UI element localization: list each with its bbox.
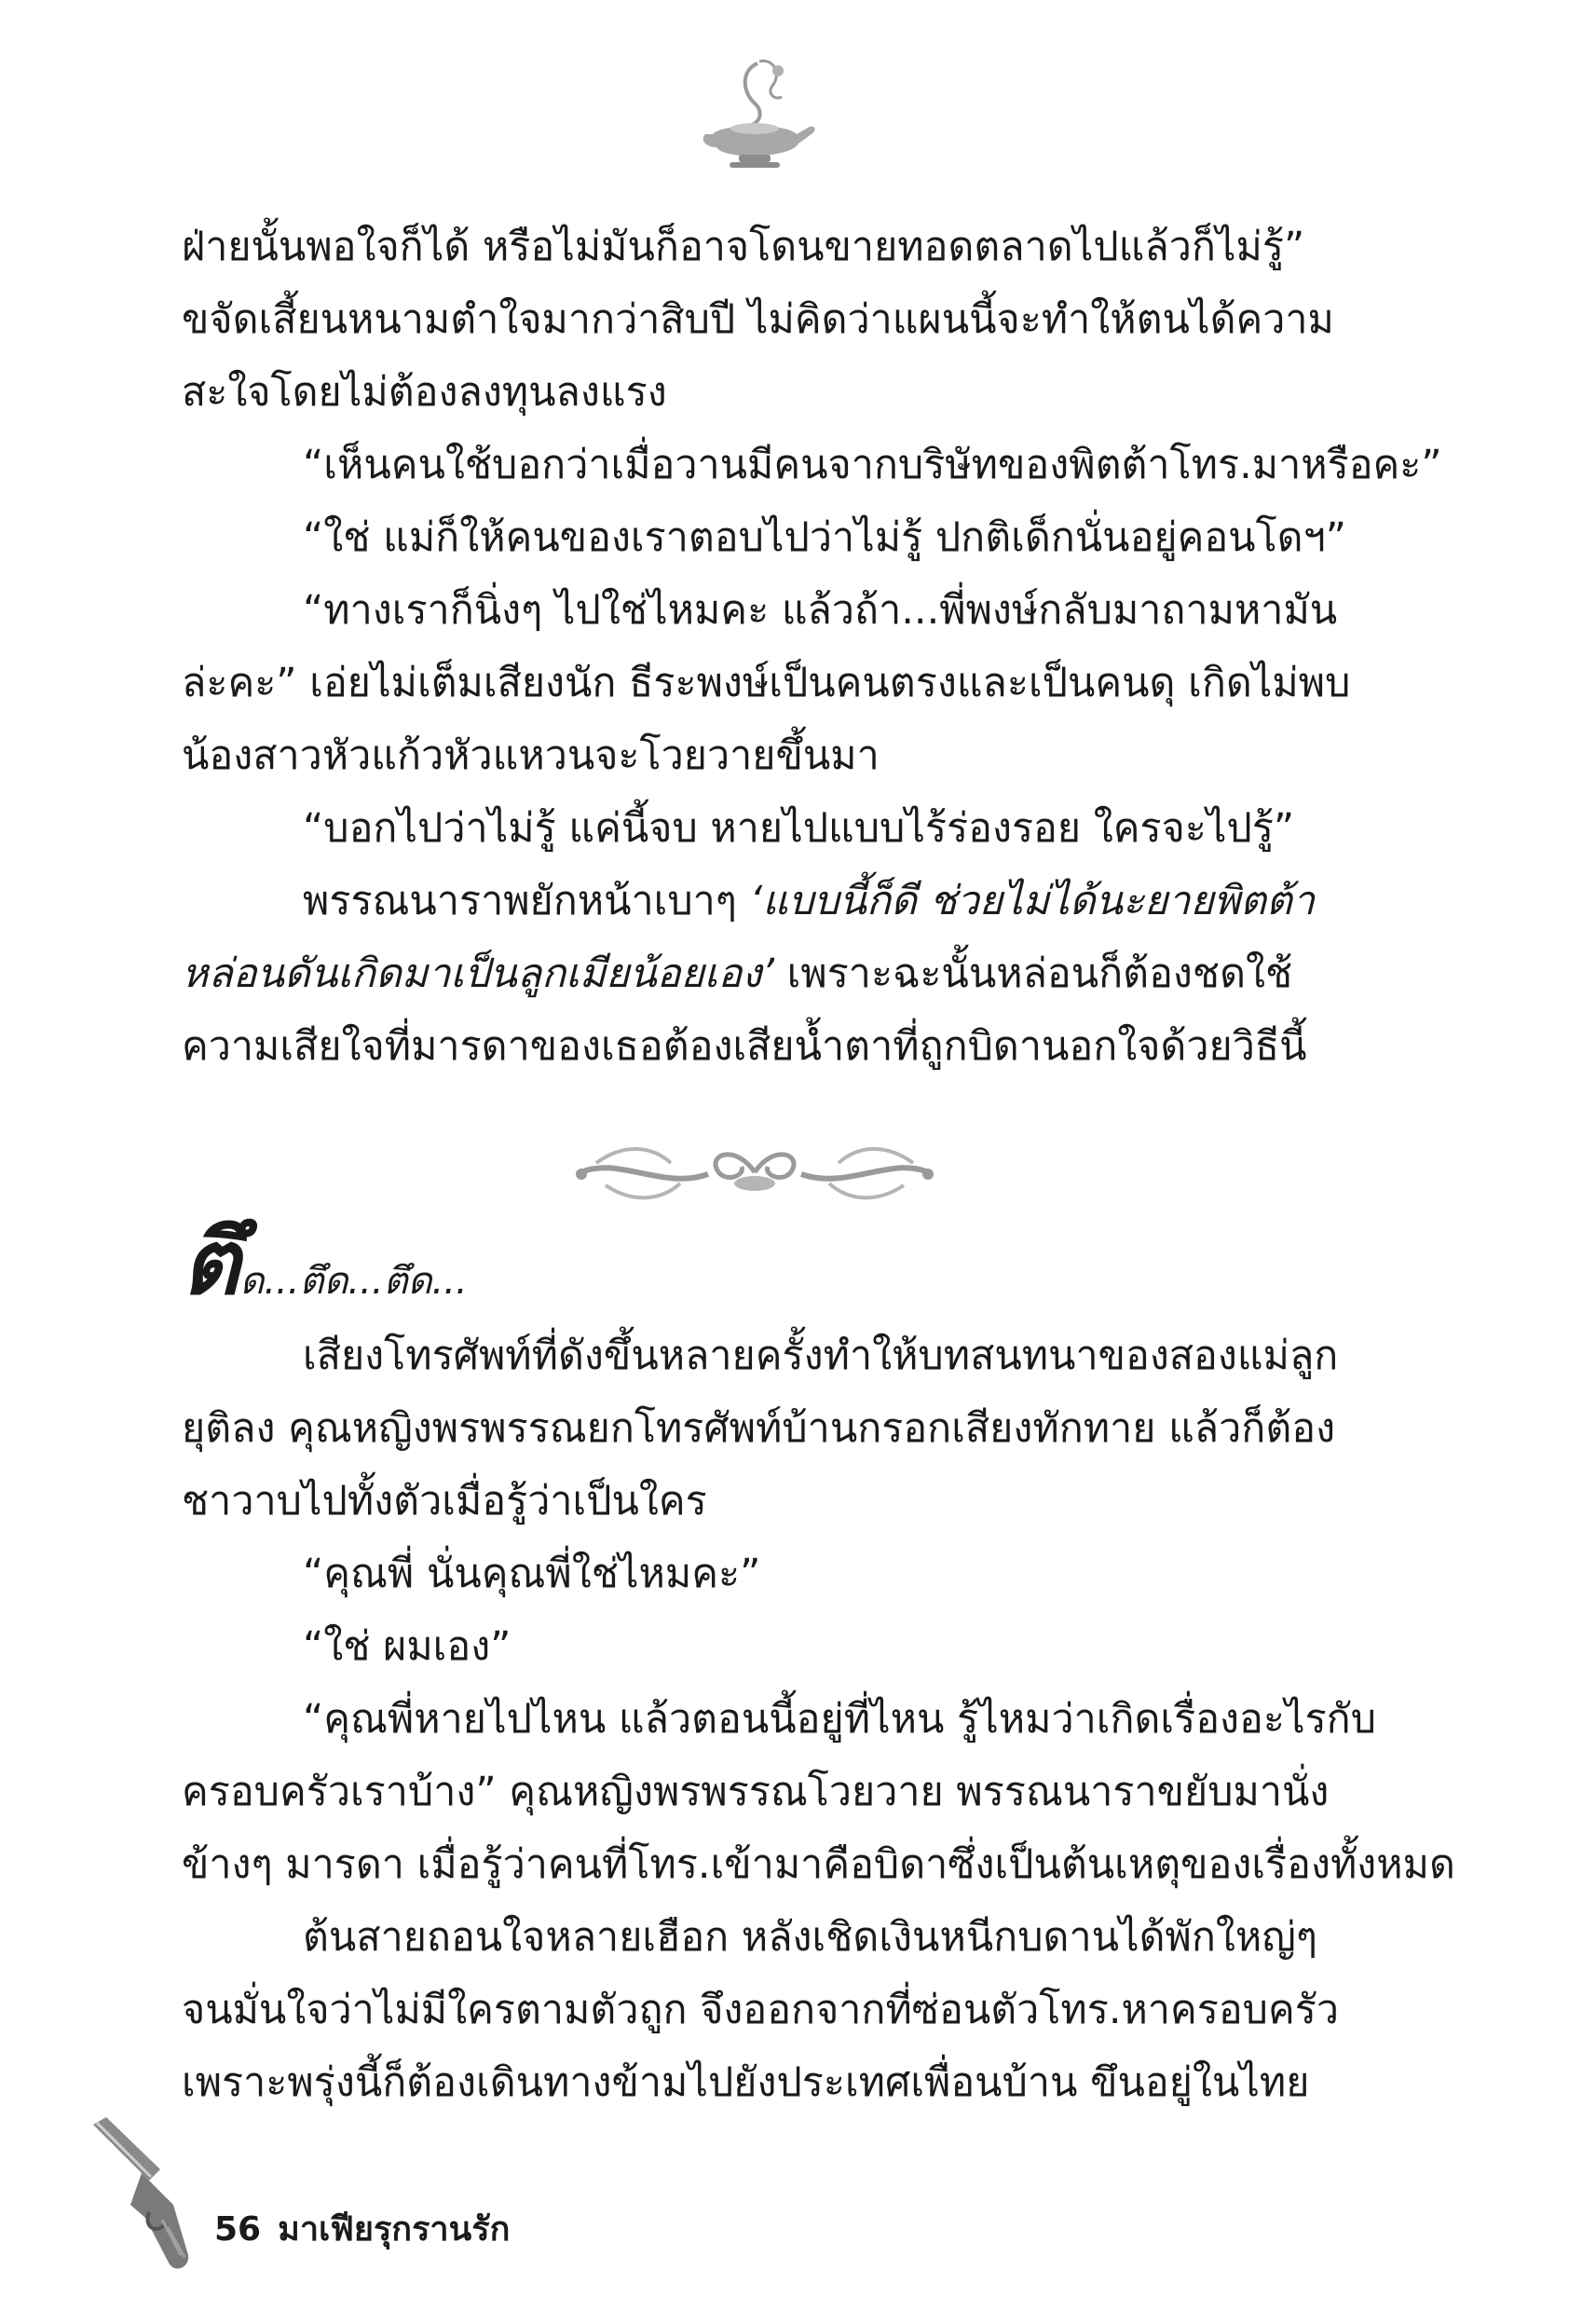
- dropcap-rest-text: ด...ตึด...ตึด...: [239, 1260, 468, 1303]
- inner-thought-text: หล่อนดันเกิดมาเป็นลูกเมียน้อยเอง’: [182, 950, 774, 997]
- text-line: ฝ่ายนั้นพอใจก็ได้ หรือไม่มันก็อาจโดนขายทอดตลาดไปแล้วก็ไม่รู้”: [182, 224, 1305, 270]
- text-segment: เพราะฉะนั้นหล่อนก็ต้องชดใช้: [774, 950, 1293, 997]
- text-line: “ใช่ แม่ก็ให้คนของเราตอบไปว่าไม่รู้ ปกติเด็กนั่นอยู่คอนโดฯ”: [303, 514, 1347, 561]
- text-line: จนมั่นใจว่าไม่มีใครตามตัวถูก จึงออกจากที่ซ่อนตัวโทร.หาครอบครัว: [182, 1987, 1339, 2033]
- text-line: เสียงโทรศัพท์ที่ดังขึ้นหลายครั้งทำให้บทสนทนาของสองแม่ลูก: [303, 1333, 1339, 1379]
- page-footer: [214, 2207, 510, 2253]
- text-line: “ใช่ ผมเอง”: [303, 1623, 512, 1670]
- inner-thought-text: ‘แบบนี้ก็ดี ช่วยไม่ได้นะยายพิตต้า: [749, 878, 1315, 924]
- pistol-icon: [84, 2115, 205, 2283]
- text-line: [182, 941, 1328, 1006]
- dropcap-letter: ตึ: [182, 1210, 240, 1315]
- book-title: มาเฟียรุกรานรัก: [278, 2210, 511, 2249]
- body-text-bottom: [182, 1323, 1455, 2125]
- text-line: เพราะพรุ่งนี้ก็ต้องเดินทางข้ามไปยังประเทศเพื่อนบ้าน ขึนอยู่ในไทย: [182, 2059, 1310, 2106]
- text-line: “บอกไปว่าไม่รู้ แค่นี้จบ หายไปแบบไร้ร่องรอย ใครจะไปรู้”: [303, 805, 1295, 852]
- text-line: “เห็นคนใช้บอกว่าเมื่อวานมีคนจากบริษัทของพิตต้าโทร.มาหรือคะ”: [303, 442, 1442, 488]
- text-line: ข้างๆ มารดา เมื่อรู้ว่าคนที่โทร.เข้ามาคือบิดาซึ่งเป็นต้นเหตุของเรื่องทั้งหมด: [182, 1841, 1455, 1888]
- body-text-top: [182, 214, 1442, 1070]
- chapter-dropcap-line: [182, 1211, 1328, 1314]
- text-line: น้องสาวหัวแก้วหัวแหวนจะโวยวายขึ้นมา: [182, 732, 880, 779]
- text-line: ครอบครัวเราบ้าง” คุณหญิงพรพรรณโวยวาย พรรณนาราขยับมานั่ง: [182, 1769, 1330, 1815]
- text-line: ความเสียใจที่มารดาของเธอต้องเสียน้ำตาที่ถูกบิดานอกใจด้วยวิธีนี้: [182, 1023, 1307, 1070]
- text-line: “คุณพี่ นั่นคุณพี่ใช่ไหมคะ”: [303, 1551, 761, 1597]
- text-line: สะใจโดยไม่ต้องลงทุนลงแรง: [182, 369, 667, 416]
- text-line: [182, 868, 1328, 934]
- genie-lamp-icon: [685, 54, 825, 175]
- text-line: ชาวาบไปทั้งตัวเมื่อรู้ว่าเป็นใคร: [182, 1478, 707, 1525]
- text-line: ยุติลง คุณหญิงพรพรรณยกโทรศัพท์บ้านกรอกเสียงทักทาย แล้วก็ต้อง: [182, 1405, 1336, 1452]
- ornament-divider-icon: [559, 1135, 950, 1210]
- page-number: 56: [214, 2210, 262, 2249]
- text-line: ขจัดเสี้ยนหนามตำใจมากว่าสิบปี ไม่คิดว่าแผนนี้จะทำให้ตนได้ความ: [182, 296, 1334, 343]
- text-line: ต้นสายถอนใจหลายเฮือก หลังเชิดเงินหนีกบดานได้พักใหญ่ๆ: [303, 1914, 1317, 1961]
- text-line: “คุณพี่หายไปไหน แล้วตอนนี้อยู่ที่ไหน รู้ไหมว่าเกิดเรื่องอะไรกับ: [303, 1696, 1377, 1743]
- text-line: “ทางเราก็นิ่งๆ ไปใช่ไหมคะ แล้วถ้า...พี่พงษ์กลับมาถามหามัน: [303, 587, 1338, 634]
- text-segment: พรรณนาราพยักหน้าเบาๆ: [303, 878, 750, 924]
- text-line: ล่ะคะ” เอ่ยไม่เต็มเสียงนัก ธีระพงษ์เป็นคนตรงและเป็นคนดุ เกิดไม่พบ: [182, 660, 1351, 706]
